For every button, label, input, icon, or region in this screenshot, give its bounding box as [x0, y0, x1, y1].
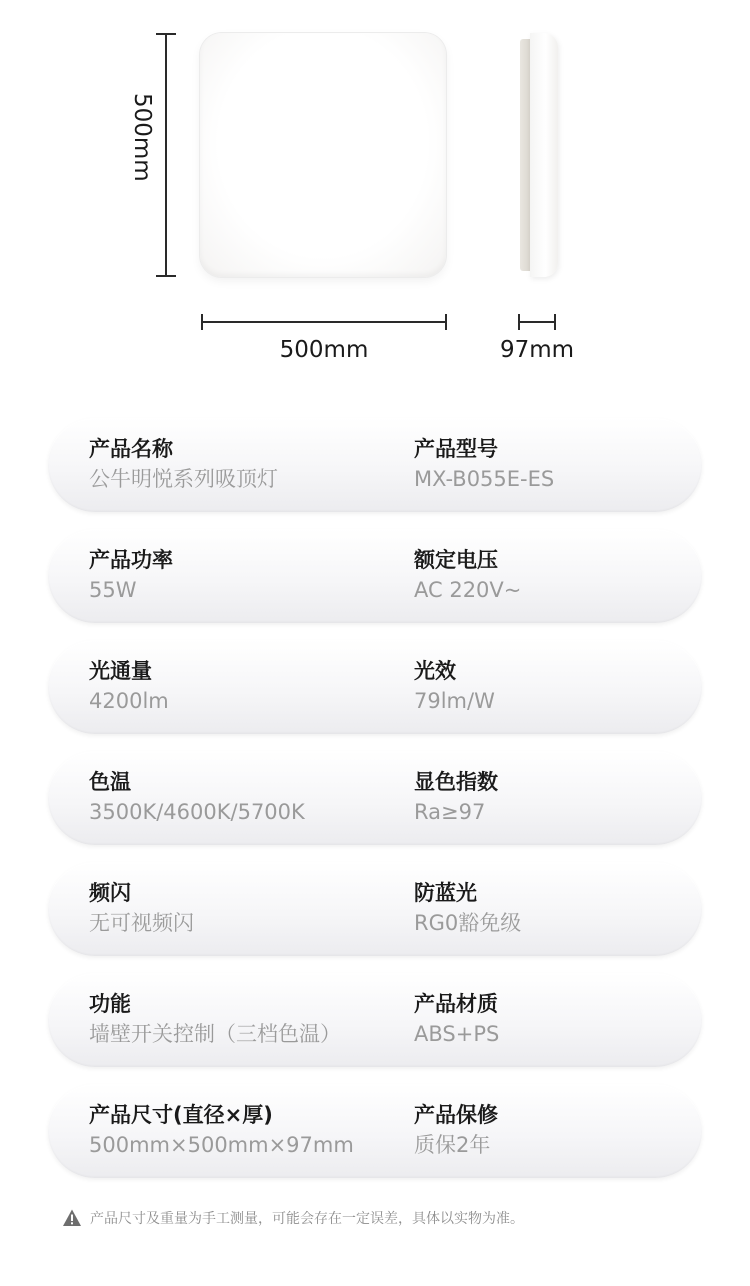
spec-label: 产品材质: [414, 992, 498, 1016]
thickness-dimension-line: [518, 321, 556, 323]
spec-value: 质保2年: [414, 1133, 491, 1157]
lamp-side-shade: [530, 33, 558, 277]
height-dimension-label: 500mm: [129, 93, 155, 182]
spec-label: 光效: [414, 659, 456, 683]
spec-cell-right: [414, 1100, 498, 1160]
spec-card: [48, 1084, 702, 1178]
spec-card: [48, 418, 702, 512]
spec-value: AC 220V~: [414, 578, 522, 602]
spec-value: 公牛明悦系列吸顶灯: [89, 467, 278, 491]
spec-value: 墙壁开关控制（三档色温）: [89, 1022, 341, 1046]
width-dimension-label: 500mm: [279, 337, 369, 363]
spec-value: RG0豁免级: [414, 911, 522, 935]
spec-cell-right: [414, 878, 521, 938]
spec-cell-right: [414, 545, 521, 605]
spec-value: 79lm/W: [414, 689, 495, 713]
spec-value: 3500K/4600K/5700K: [89, 800, 305, 824]
spec-cell-right: [414, 989, 499, 1049]
lamp-front-view-image: [200, 33, 446, 277]
spec-card: [48, 529, 702, 623]
spec-cell-left: [89, 989, 341, 1049]
spec-label: 产品型号: [414, 437, 498, 461]
thickness-dimension-label: 97mm: [499, 337, 575, 363]
spec-label: 显色指数: [414, 770, 498, 794]
spec-label: 产品功率: [89, 548, 173, 572]
spec-card: [48, 640, 702, 734]
width-dimension-line: [201, 321, 447, 323]
spec-cell-right: [414, 767, 498, 827]
spec-cell-right: [414, 434, 554, 494]
spec-label: 光通量: [89, 659, 152, 683]
spec-label: 防蓝光: [414, 881, 477, 905]
spec-value: 55W: [89, 578, 137, 602]
spec-cell-right: [414, 656, 495, 716]
spec-cell-left: [89, 878, 194, 938]
spec-cell-left: [89, 434, 278, 494]
spec-label: 色温: [89, 770, 131, 794]
spec-value: ABS+PS: [414, 1022, 500, 1046]
spec-cell-left: [89, 767, 305, 827]
spec-card: [48, 862, 702, 956]
spec-label: 产品名称: [89, 437, 173, 461]
spec-label: 频闪: [89, 881, 131, 905]
spec-cell-left: [89, 1100, 354, 1160]
height-dimension-line: [165, 33, 167, 277]
spec-value: MX-B055E-ES: [414, 467, 555, 491]
spec-value: 4200lm: [89, 689, 169, 713]
thickness-dimension-cap-right: [554, 314, 556, 330]
spec-card: [48, 751, 702, 845]
spec-value: 500mm×500mm×97mm: [89, 1133, 354, 1157]
spec-list: [48, 418, 702, 1195]
spec-card: [48, 973, 702, 1067]
spec-label: 功能: [89, 992, 131, 1016]
product-dimension-diagram: [0, 0, 750, 380]
height-dimension-cap-bottom: [156, 275, 176, 277]
spec-label: 产品尺寸(直径×厚): [89, 1103, 273, 1127]
width-dimension-cap-right: [445, 314, 447, 330]
spec-label: 产品保修: [414, 1103, 498, 1127]
disclaimer-text: 产品尺寸及重量为手工测量，可能会存在一定误差，具体以实物为准。: [90, 1211, 524, 1227]
spec-cell-left: [89, 545, 173, 605]
spec-cell-left: [89, 656, 169, 716]
spec-label: 额定电压: [414, 548, 498, 572]
measurement-disclaimer: [62, 1208, 524, 1228]
spec-value: 无可视频闪: [89, 911, 194, 935]
warning-icon: [62, 1208, 82, 1228]
lamp-side-view-image: [520, 33, 558, 277]
spec-value: Ra≥97: [414, 800, 486, 824]
